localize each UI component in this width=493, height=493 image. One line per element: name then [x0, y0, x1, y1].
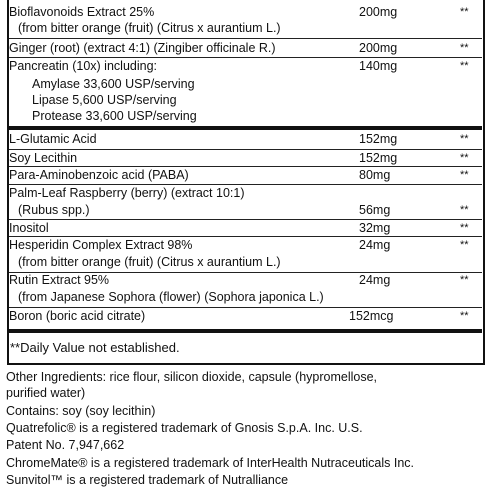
ingredient-amount: 24mg: [359, 273, 391, 287]
ingredient-amount: 140mg: [359, 59, 398, 73]
enzyme-activity: Protease 33,600 USP/serving: [32, 109, 197, 123]
ingredient-name: Soy Lecithin: [9, 151, 78, 165]
daily-value: **: [460, 6, 469, 18]
ingredient-amount: 152mg: [359, 151, 398, 165]
daily-value: **: [460, 204, 469, 216]
ingredient-amount: 152mg: [359, 132, 398, 146]
ingredient-amount: 80mg: [359, 168, 391, 182]
daily-value: **: [460, 169, 469, 181]
patent-note: Patent No. 7,947,662: [6, 438, 125, 452]
ingredient-source: (from Japanese Sophora (flower) (Sophora japonica L.): [18, 290, 324, 304]
ingredient-name: Pancreatin (10x) including:: [9, 59, 157, 73]
ingredient-source: (from bitter orange (fruit) (Citrus x aurantium L.): [18, 21, 281, 35]
ingredient-name: Rutin Extract 95%: [9, 273, 110, 287]
ingredient-name: L-Glutamic Acid: [9, 132, 97, 146]
trademark-note: Sunvitol™ is a registered trademark of Nutralliance: [6, 473, 289, 487]
ingredient-amount: 152mcg: [349, 309, 394, 323]
row-divider: [9, 307, 482, 308]
daily-value: **: [460, 42, 469, 54]
allergen-statement: Contains: soy (soy lecithin): [6, 404, 156, 418]
enzyme-activity: Amylase 33,600 USP/serving: [32, 77, 195, 91]
row-divider: [9, 149, 482, 150]
ingredient-amount: 200mg: [359, 5, 398, 19]
ingredient-name: Ginger (root) (extract 4:1) (Zingiber officinale R.): [9, 41, 276, 55]
ingredient-name: Hesperidin Complex Extract 98%: [9, 238, 193, 252]
ingredient-source: (from bitter orange (fruit) (Citrus x aurantium L.): [18, 255, 281, 269]
section-divider: [9, 126, 482, 130]
ingredient-name: Bioflavonoids Extract 25%: [9, 5, 155, 19]
row-divider: [9, 38, 482, 39]
ingredient-name: Boron (boric acid citrate): [9, 309, 146, 323]
ingredient-name: Inositol: [9, 221, 49, 235]
ingredient-amount: 24mg: [359, 238, 391, 252]
row-divider: [9, 184, 482, 185]
section-divider: [9, 329, 482, 333]
daily-value: **: [460, 310, 469, 322]
ingredient-amount: 56mg: [359, 203, 391, 217]
row-divider: [9, 57, 482, 58]
row-divider: [9, 166, 482, 167]
other-ingredients-cont: purified water): [6, 386, 86, 400]
daily-value: **: [460, 60, 469, 72]
daily-value: **: [460, 152, 469, 164]
daily-value: **: [460, 133, 469, 145]
ingredient-name: Palm-Leaf Raspberry (berry) (extract 10:1): [9, 186, 245, 200]
enzyme-activity: Lipase 5,600 USP/serving: [32, 93, 177, 107]
daily-value-footnote: **Daily Value not established.: [10, 340, 180, 355]
ingredient-amount: 32mg: [359, 221, 391, 235]
ingredient-source: (Rubus spp.): [18, 203, 90, 217]
row-divider: [9, 236, 482, 237]
ingredient-name: Para-Aminobenzoic acid (PABA): [9, 168, 189, 182]
trademark-note: ChromeMate® is a registered trademark of InterHealth Nutraceuticals Inc.: [6, 456, 414, 470]
trademark-note: Quatrefolic® is a registered trademark of Gnosis S.p.A. Inc. U.S.: [6, 421, 363, 435]
daily-value: **: [460, 222, 469, 234]
daily-value: **: [460, 239, 469, 251]
other-ingredients: Other Ingredients: rice flour, silicon dioxide, capsule (hypromellose,: [6, 370, 378, 384]
daily-value: **: [460, 274, 469, 286]
row-divider: [9, 219, 482, 220]
ingredient-amount: 200mg: [359, 41, 398, 55]
